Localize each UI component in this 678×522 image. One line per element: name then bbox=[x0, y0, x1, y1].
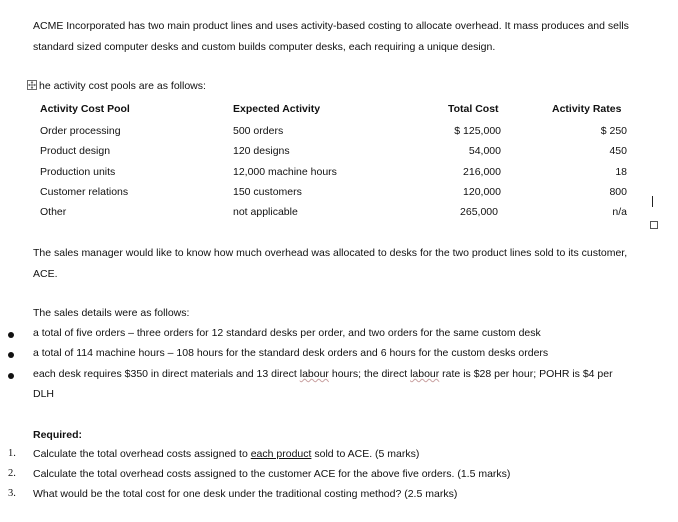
bullet3-text-b: hours; the direct bbox=[328, 368, 411, 380]
table-cell: 54,000 bbox=[468, 145, 501, 157]
spelling-flag-labour[interactable]: labour bbox=[410, 368, 440, 380]
list-number: 3. bbox=[8, 488, 16, 499]
spelling-flag-labour[interactable]: labour bbox=[299, 368, 329, 380]
table-cell: 150 customers bbox=[233, 186, 302, 198]
pools-intro: he activity cost pools are as follows: bbox=[39, 80, 206, 92]
table-cell: n/a bbox=[612, 206, 627, 218]
table-cell: 500 orders bbox=[233, 125, 284, 137]
table-cell: Production units bbox=[40, 166, 116, 178]
table-cell: Order processing bbox=[40, 125, 121, 137]
bullet-item: a total of five orders – three orders for 12 standard desks per order, and two orders for the same custom desk bbox=[33, 327, 541, 339]
col-header-rates: Activity Rates bbox=[552, 103, 622, 115]
bullet-dot bbox=[8, 373, 14, 379]
sales-details-intro: The sales details were as follows: bbox=[33, 307, 190, 319]
bullet-item: a total of 114 machine hours – 108 hours for the standard desk orders and 6 hours for the custom desks orders bbox=[33, 347, 549, 359]
table-cell: 265,000 bbox=[460, 206, 498, 218]
required-item-2: Calculate the total overhead costs assigned to the customer ACE for the above five orders. (1.5 marks) bbox=[33, 468, 511, 480]
required-item-3: What would be the total cost for one desk under the traditional costing method? (2.5 marks) bbox=[33, 488, 458, 500]
required-heading: Required: bbox=[33, 429, 83, 441]
table-cell: $ 250 bbox=[600, 125, 627, 137]
col-header-total-cost: Total Cost bbox=[448, 103, 499, 115]
bullet3-text-c: rate is $28 per hour; POHR is $4 per bbox=[439, 368, 613, 380]
table-cell: Customer relations bbox=[40, 186, 129, 198]
col-header-activity: Expected Activity bbox=[233, 103, 321, 115]
table-cell: 800 bbox=[609, 186, 627, 198]
table-resize-handle[interactable] bbox=[650, 221, 658, 229]
table-cell: 18 bbox=[615, 166, 627, 178]
list-number: 2. bbox=[8, 468, 16, 479]
q1-underlined: each product bbox=[250, 448, 312, 460]
bullet-item-continuation: DLH bbox=[33, 388, 55, 400]
bullet-item bbox=[33, 368, 613, 380]
table-cell: 450 bbox=[609, 145, 627, 157]
q1-text-a: Calculate the total overhead costs assigned to bbox=[33, 448, 251, 460]
table-cell: Other bbox=[40, 206, 67, 218]
table-cell: not applicable bbox=[233, 206, 298, 218]
sales-manager-paragraph: The sales manager would like to know how much overhead was allocated to desks for the two product lines sold to its customer, ACE. bbox=[33, 247, 628, 280]
list-number: 1. bbox=[8, 448, 16, 459]
table-cell: 216,000 bbox=[463, 166, 501, 178]
q1-text-b: sold to ACE. (5 marks) bbox=[311, 448, 420, 460]
bullet3-text-a: each desk requires $350 in direct materials and 13 direct bbox=[33, 368, 300, 380]
table-cell: 120 designs bbox=[233, 145, 290, 157]
col-header-pool: Activity Cost Pool bbox=[40, 103, 130, 115]
bullet-dot bbox=[8, 332, 14, 338]
table-cell: 120,000 bbox=[463, 186, 501, 198]
intro-paragraph: ACME Incorporated has two main product lines and uses activity-based costing to allocate overhead. It mass produces and sells standard sized computer desks and custom builds computer desks, each requiring a unique design. bbox=[33, 20, 629, 53]
table-cell: Product design bbox=[40, 145, 111, 157]
table-cell: 12,000 machine hours bbox=[233, 166, 337, 178]
bullet-dot bbox=[8, 352, 14, 358]
table-cell: $ 125,000 bbox=[454, 125, 501, 137]
table-move-handle-icon[interactable] bbox=[27, 80, 37, 90]
required-item-1 bbox=[33, 448, 419, 460]
text-cursor bbox=[652, 196, 653, 207]
